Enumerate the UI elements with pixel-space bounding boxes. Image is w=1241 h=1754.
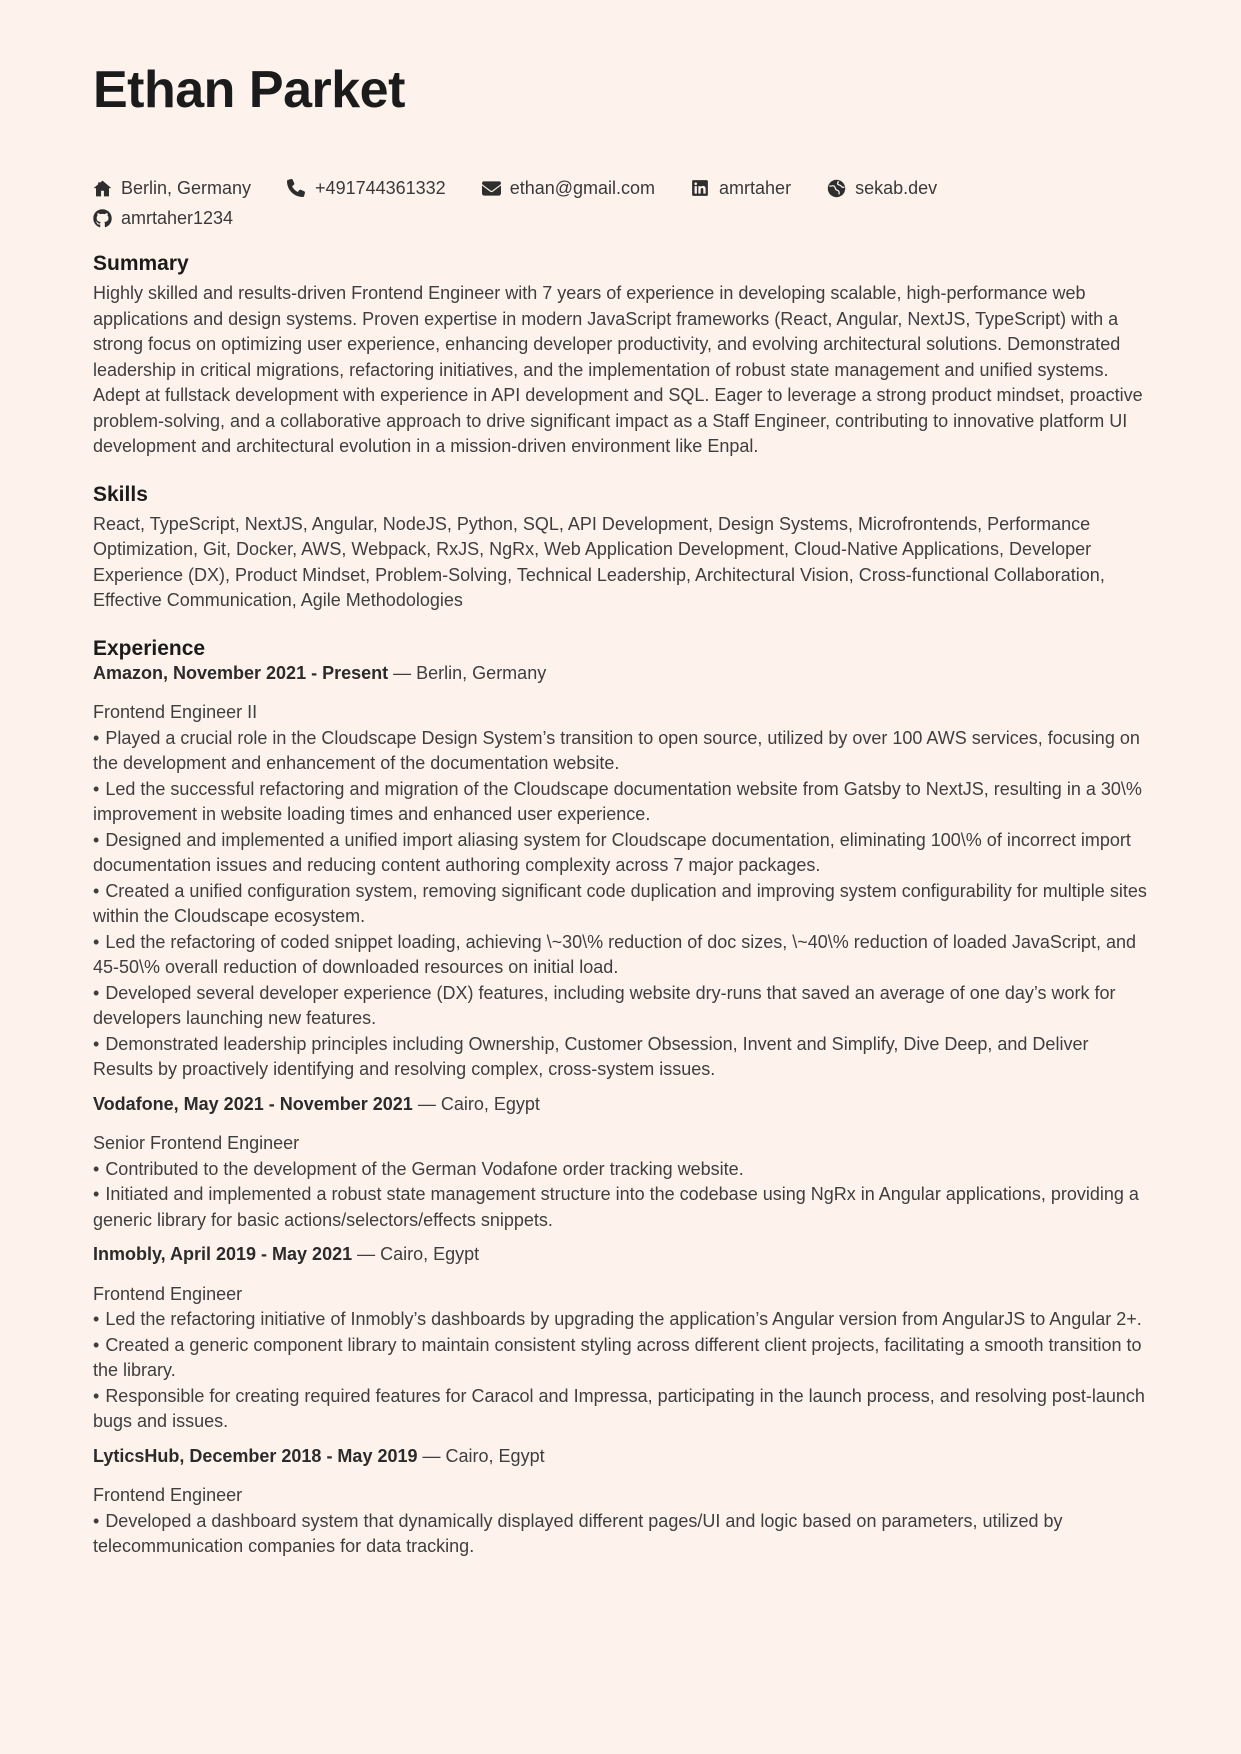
contact-phone[interactable] (287, 178, 446, 199)
bullet-text: Played a crucial role in the Cloudscape Design System’s transition to open source, utilized by over 100 AWS services, focusing on the development and enhancement of the documentation website. (93, 727, 1140, 773)
contact-email-label: ethan@gmail.com (509, 178, 656, 198)
bullet-item (93, 879, 1147, 930)
job-title: Frontend Engineer II (93, 702, 258, 722)
bullet-item (93, 981, 1147, 1032)
job-header (93, 1092, 1147, 1118)
bullet-marker: • (93, 1033, 100, 1054)
bullet-text: Designed and implemented a unified import aliasing system for Cloudscape documentation, eliminating 100\% of incorrect import documentation issues and reducing content authoring complexity across 7 major packages. (93, 829, 1131, 875)
job-title: Frontend Engineer (93, 1283, 243, 1304)
bullet-text: Initiated and implemented a robust state management structure into the codebase using NgRx in Angular applications, providing a generic library for basic actions/selectors/effects snippets. (93, 1184, 1139, 1230)
contact-linkedin[interactable] (691, 178, 791, 199)
bullet-text: Developed a dashboard system that dynamically displayed different pages/UI and logic based on parameters, utilized by telecommunication companies for data tracking. (93, 1510, 1063, 1556)
bullet-item (93, 1384, 1147, 1435)
skills-heading: Skills (93, 482, 148, 506)
bullet-marker: • (93, 829, 100, 850)
bullet-marker: • (93, 880, 100, 901)
job-title: Senior Frontend Engineer (93, 1133, 300, 1153)
bullet-item (93, 828, 1147, 879)
job-separator: — (417, 1093, 436, 1114)
experience-heading: Experience (93, 636, 206, 660)
bullet-marker: • (93, 1158, 100, 1179)
contact-linkedin-label: amrtaher (719, 178, 792, 198)
job-header (93, 661, 1147, 687)
contact-row-1 (93, 178, 1147, 199)
job-location: Cairo, Egypt (445, 1445, 545, 1466)
email-icon (482, 179, 501, 198)
bullet-item (93, 1182, 1147, 1233)
bullet-marker: • (93, 1309, 100, 1329)
contact-website[interactable] (827, 178, 937, 199)
job-location: Berlin, Germany (416, 662, 547, 683)
phone-icon (287, 179, 306, 198)
bullet-text: Responsible for creating required features for Caracol and Impressa, participating in the launch process, and resolving post-launch bugs and issues. (93, 1385, 1145, 1431)
contact-website-label: sekab.dev (855, 178, 938, 198)
home-icon (93, 179, 112, 198)
bullet-marker: • (93, 727, 100, 748)
job-location: Cairo, Egypt (440, 1093, 540, 1114)
skills-text: React, TypeScript, NextJS, Angular, NodeJS, Python, SQL, API Development, Design Systems, Microfrontends, Performance Optimization, Git, Docker, AWS, Webpack, RxJS, NgRx, Web Application Development, Cloud-Native Applications, Developer Experience (DX), Product Mindset, Problem-Solving, Technical Leadership, Architectural Vision, Cross-functional Collaboration, Effective Communication, Agile Methodologies (93, 513, 1105, 610)
bullet-marker: • (93, 1385, 100, 1406)
bullet-text: Created a unified configuration system, removing significant code duplication and improving system configurability for multiple sites within the Cloudscape ecosystem. (93, 880, 1147, 926)
contact-phone-label: +491744361332 (315, 178, 446, 198)
contact-github-label: amrtaher1234 (121, 208, 234, 228)
bullet-text: Led the refactoring of coded snippet loading, achieving \~30\% reduction of doc sizes, \~40\% reduction of loaded JavaScript, and 45-50\% overall reduction of downloaded resources on initial load. (93, 931, 1136, 977)
bullet-marker: • (93, 1334, 100, 1355)
bullet-item (93, 1333, 1147, 1384)
job-lyticshub (93, 1444, 1147, 1560)
bullet-text: Demonstrated leadership principles including Ownership, Customer Obsession, Invent and Simplify, Dive Deep, and Deliver Results by proactively identifying and resolving complex, cross-system issues. (93, 1033, 1089, 1079)
bullet-item (93, 1509, 1147, 1560)
job-vodafone (93, 1092, 1147, 1234)
bullet-marker: • (93, 1184, 100, 1204)
job-separator: — (422, 1445, 441, 1466)
job-separator: — (357, 1244, 376, 1264)
bullet-item (93, 1157, 1147, 1183)
bullet-marker: • (93, 778, 100, 799)
contact-github[interactable] (93, 208, 233, 229)
bullet-text: Contributed to the development of the German Vodafone order tracking website. (105, 1158, 744, 1179)
job-company-period: Inmobly, April 2019 - May 2021 (93, 1244, 353, 1264)
job-amazon (93, 661, 1147, 1083)
job-location: Cairo, Egypt (380, 1244, 480, 1264)
summary-heading: Summary (93, 252, 189, 275)
bullet-text: Led the refactoring initiative of Inmobly’s dashboards by upgrading the application’s Angular version from AngularJS to Angular 2+. (105, 1309, 1142, 1329)
bullet-marker: • (93, 931, 100, 952)
job-company-period: Vodafone, May 2021 - November 2021 (93, 1093, 413, 1114)
summary-text: Highly skilled and results-driven Frontend Engineer with 7 years of experience in developing scalable, high-performance web applications and design systems. Proven expertise in modern JavaScript frameworks (React, Angular, NextJS, TypeScript) with a strong focus on optimizing user experience, enhancing developer productivity, and evolving architectural solutions. Demonstrated leadership in critical migrations, refactoring initiatives, and the implementation of robust state management and unified systems. Adept at fullstack development with experience in API development and SQL. Eager to leverage a strong product mindset, proactive problem-solving, and a collaborative approach to drive significant impact as a Staff Engineer, contributing to innovative platform UI development and architectural evolution in a mission-driven environment like Enpal. (93, 283, 1143, 456)
bullet-marker: • (93, 1510, 100, 1531)
job-inmobly (93, 1242, 1147, 1435)
bullet-item (93, 1307, 1147, 1333)
globe-icon (827, 179, 846, 198)
job-header (93, 1242, 1147, 1268)
github-icon (93, 209, 112, 228)
job-title: Frontend Engineer (93, 1485, 243, 1505)
contact-email[interactable] (482, 178, 655, 199)
bullet-item (93, 930, 1147, 981)
job-company-period: Amazon, November 2021 - Present (93, 662, 389, 683)
bullet-marker: • (93, 982, 100, 1003)
job-separator: — (393, 662, 412, 683)
contact-location[interactable] (93, 178, 251, 199)
bullet-text: Developed several developer experience (DX) features, including website dry-runs that saved an average of one day’s work for developers launching new features. (93, 982, 1116, 1028)
job-header (93, 1444, 1147, 1470)
linkedin-icon (691, 179, 710, 198)
bullet-item (93, 1032, 1147, 1083)
bullet-item (93, 726, 1147, 777)
contact-row-2 (93, 208, 1147, 229)
person-name: Ethan Parket (93, 61, 405, 119)
job-company-period: LyticsHub, December 2018 - May 2019 (93, 1445, 418, 1466)
bullet-item (93, 777, 1147, 828)
bullet-text: Led the successful refactoring and migration of the Cloudscape documentation website from Gatsby to NextJS, resulting in a 30\% improvement in website loading times and enhanced user experience. (93, 778, 1142, 824)
bullet-text: Created a generic component library to maintain consistent styling across different client projects, facilitating a smooth transition to the library. (93, 1334, 1142, 1380)
contact-location-label: Berlin, Germany (121, 178, 252, 198)
